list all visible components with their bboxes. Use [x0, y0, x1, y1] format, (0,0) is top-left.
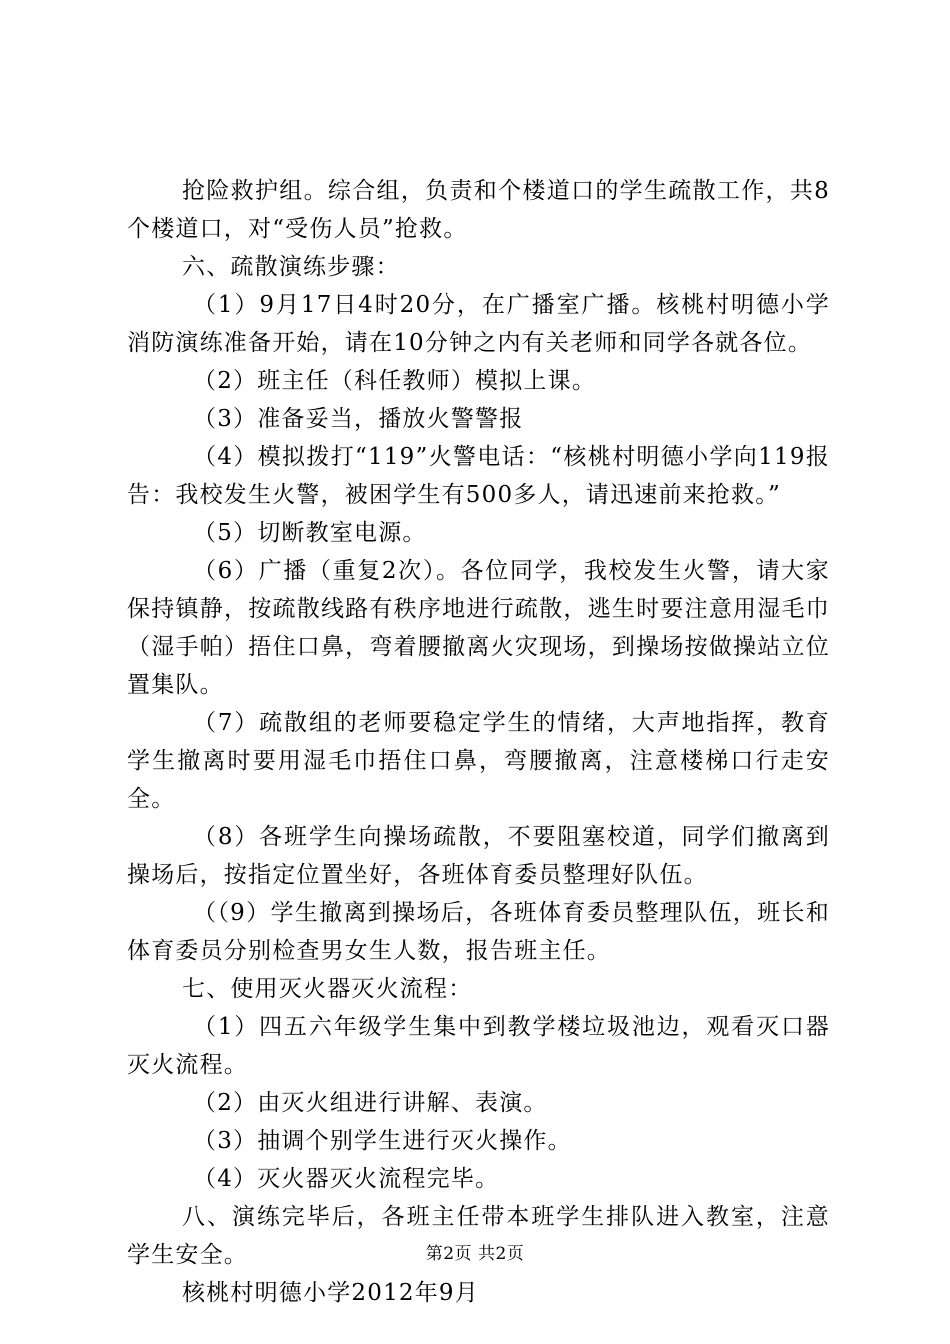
step-5: （5）切断教室电源。 — [193, 520, 427, 546]
extinguisher-step-1: （1）四五六年级学生集中到教学楼垃圾池边，观看灭口器灭火流程。 — [127, 1014, 830, 1078]
signature-line: 核桃村明德小学2012年9月 — [182, 1280, 479, 1306]
page-footer: 第2页 共2页 — [425, 1244, 525, 1264]
section-heading-extinguisher: 七、使用灭火器灭火流程： — [182, 976, 473, 1002]
step-1: （1）9月17日4时20分，在广播室广播。核桃村明德小学消防演练准备开始，请在10分钟之内有关老师和同学各就各位。 — [127, 292, 830, 356]
extinguisher-step-4: （4）灭火器灭火流程完毕。 — [193, 1166, 500, 1192]
step-6: （6）广播（重复2次）。各位同学，我校发生火警，请大家保持镇静，按疏散线路有秩序地进行疏散，逃生时要注意用湿毛巾（湿手帕）捂住口鼻，弯着腰撤离火灾现场，到操场按做操站立位置集队。 — [127, 558, 830, 698]
section-heading-after-drill: 八、演练完毕后，各班主任带本班学生排队进入教室，注意学生安全。 — [127, 1204, 830, 1268]
document-body — [127, 172, 830, 1312]
step-7: （7）疏散组的老师要稳定学生的情绪，大声地指挥，教育学生撤离时要用湿毛巾捂住口鼻，弯腰撤离，注意楼梯口行走安全。 — [127, 710, 830, 812]
extinguisher-step-2: （2）由灭火组进行讲解、表演。 — [193, 1090, 548, 1116]
extinguisher-step-3: （3）抽调个别学生进行灭火操作。 — [193, 1128, 572, 1154]
section-heading-evacuation-steps: 六、疏散演练步骤： — [182, 254, 400, 280]
step-8: （8）各班学生向操场疏散，不要阻塞校道，同学们撤离到操场后，按指定位置坐好，各班体育委员整理好队伍。 — [127, 824, 830, 888]
step-3: （3）准备妥当，播放火警警报 — [193, 406, 524, 432]
paragraph-rescue-group: 抢险救护组。综合组，负责和个楼道口的学生疏散工作，共8个楼道口，对“受伤人员”抢救。 — [127, 178, 830, 242]
step-2: （2）班主任（科任教师）模拟上课。 — [193, 368, 597, 394]
step-4: （4）模拟拨打“119”火警电话：“核桃村明德小学向119报告：我校发生火警，被困学生有500多人，请迅速前来抢救。” — [127, 444, 830, 508]
step-9: （（9）学生撤离到操场后，各班体育委员整理队伍，班长和体育委员分别检查男女生人数，报告班主任。 — [127, 900, 830, 964]
